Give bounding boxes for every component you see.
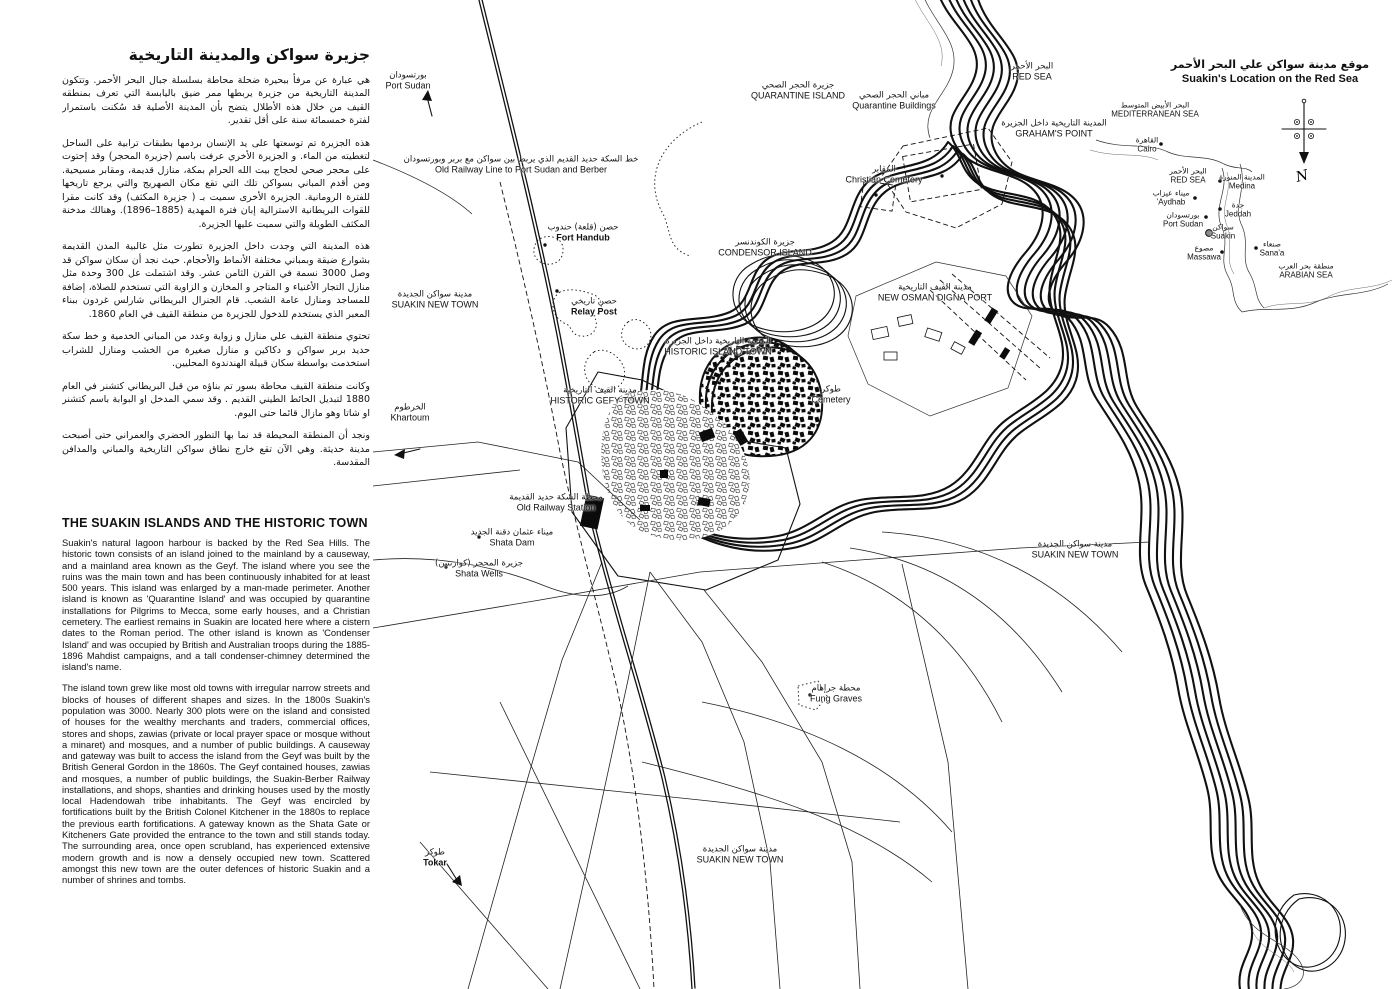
label-arabic: جزيرة الكوندنسر <box>735 237 795 248</box>
english-section <box>62 516 370 895</box>
label-arabic: سواكن <box>1212 222 1234 232</box>
label-english: Old Railway Station <box>516 502 596 513</box>
label-english: Cemetery <box>811 394 851 405</box>
label-english: Jeddah <box>1224 209 1252 219</box>
label-english: Tokar <box>423 857 447 868</box>
fort-handub-shape <box>534 237 563 265</box>
old-railway-station-block <box>580 494 604 529</box>
label-english: Massawa <box>1187 252 1221 262</box>
label-english: Shata Dam <box>489 537 535 548</box>
label-arabic: حصن (قلعة) حندوب <box>547 222 619 233</box>
shata-dam-dot <box>477 535 480 538</box>
arabic-paragraph: وكانت منطقة القيف محاطة بسور تم بناؤه من قبل البريطاني كتشنر في العام 1880 لتبديل الحائط الطيني القديم . وقد سمي المدخل او البوابة باسم كتشنر او شاتا وهو مازال قائما حتى اليوم. <box>62 380 370 419</box>
label-arabic: طوكر <box>425 847 445 858</box>
label-english: Relay Post <box>570 306 618 317</box>
inset-city-dot-suakin <box>1206 230 1213 237</box>
label-english: HISTORIC GEFY TOWN <box>550 395 650 406</box>
osman-digna-port-shape <box>848 262 1050 416</box>
arabic-title: جزيرة سواكن والمدينة التاريخية <box>128 46 370 64</box>
label-english: NEW OSMAN DIGNA PORT <box>877 292 993 303</box>
english-title: THE SUAKIN ISLANDS AND THE HISTORIC TOWN <box>62 516 368 530</box>
arabic-paragraph: تحتوي منطقة القيف علي منازل و زواية وعدد من المباني الخدمية و خط سكة حديد بربر سواكن و دكاكين و منازل صغيرة من الخشب ومنازل للشراب استخدمت بواسطة سكان قبيلة الهندندوة المحليين. <box>62 331 370 370</box>
label-arabic: المقابر <box>872 164 896 175</box>
label-arabic: بورتسودان <box>389 70 427 81</box>
compass-north-letter: N <box>1294 167 1310 186</box>
label-arabic: جزيرة الحجر الصحي <box>761 80 835 91</box>
label-arabic: القاهرة <box>1135 135 1159 145</box>
label-arabic: مباني الحجر الصحي <box>858 90 930 101</box>
label-english: Khartoum <box>390 412 430 423</box>
label-arabic: الخرطوم <box>394 402 426 413</box>
label-english: RED SEA <box>1012 71 1052 82</box>
label-arabic: مصوع <box>1194 243 1214 253</box>
label-arabic: البحر الأحمر <box>1010 61 1054 72</box>
label-arabic: مدينة القيف التاريخية <box>898 282 972 293</box>
label-arabic: محطة جراهام <box>811 683 861 694</box>
shata-wells-dot <box>444 565 447 568</box>
label-english: 'Aydhab <box>1156 197 1186 207</box>
label-arabic: خط السكة حديد القديم الذي يربط بين سواكن مع بربر وبورتسودان <box>403 154 639 165</box>
label-english: Old Railway Line to Port Sudan and Berber <box>434 164 608 175</box>
inset-title <box>1171 58 1369 85</box>
label-arabic: حصن تاريخي <box>571 296 617 307</box>
inset-city-dot-jeddah <box>1218 207 1222 211</box>
arabic-paragraphs <box>62 74 370 470</box>
label-english: Cairo <box>1137 144 1157 154</box>
inset-map <box>1090 99 1392 312</box>
left-text-panel <box>62 46 370 966</box>
arabic-paragraph: هذه الجزيرة تم توسعتها على يد الإنسان بردمها بطبقات ترابية على الساحل لتغطيته من الماء. و الجزيرة الأخري عرفت باسم (جزيرة المحجر) وقد إحتوت على محجر صحي لحجاج بيت الله الحرام بمكة، منازل قديمة، ومقابر مسيحية. ومن أقدم المباني بسواكن تلك التي تقع مكان الصهريج والتي يرجع تاريخها للفترة الرومانية. الجزيرة الأخرى سميت بـ ( جزيرة المكثف) وقد كانت مقرا للقوات البريطانية الاسترالية إبان فترة المهدية (1885–1896). وهنالك مدخنة المكثف الطويلة والتي سميت عليها الجزيرة. <box>62 137 370 230</box>
label-arabic: ميناء عيزاب <box>1152 188 1190 198</box>
label-english: Port Sudan <box>385 80 431 91</box>
label-english: ARABIAN SEA <box>1279 270 1333 280</box>
english-paragraph: Suakin's natural lagoon harbour is backed by the Red Sea Hills. The historic town consists of an island joined to the mainland by a causeway, and a mainland area known as the Geyf. The island where you see the ruins was the main town and has been continuously inhabited for at least 500 years. This island was enlarged by a man-made perimeter. Another island is known as 'Quarantine Island' and was occupied by quarantine installations for Pilgrims to Mecca, some early houses, and a Christian cemetery. The earliest remains in Suakin are located here where a cistern dates to the Roman period. The other island is known as 'Condenser Island' and was occupied by British and Australian troops during the 1885-1896 Mahdist campaigns, and a tall condenser-chimney determined the island's name. <box>62 537 370 673</box>
label-english: Fung Graves <box>809 693 863 704</box>
inset-title-arabic: موقع مدينة سواكن علي البحر الأحمر <box>1170 58 1370 71</box>
label-english: HISTORIC ISLAND TOWN <box>664 346 772 357</box>
label-arabic: محطة السكة حديد القديمة <box>509 492 603 503</box>
label-english: MEDITERRANEAN SEA <box>1111 109 1199 119</box>
label-english: SUAKIN NEW TOWN <box>391 299 479 310</box>
label-arabic: منطقة بحر العرب <box>1278 261 1334 271</box>
arabic-paragraph: هي عبارة عن مرفأ ببحيرة ضحلة محاطة بسلسلة جبال البحر الأحمر. وتتكون المدينة التاريخية من جزيرة يربطها ممر ضيق باليابسة التي تعرف بمنطقه القيف من خلال هذه الأطلال يتضح بأن المدينة الأصلية قد سُكنت باستمرار لفترة خمسمائة سنة على أقل تقدير. <box>62 75 370 127</box>
label-arabic: مدينة سواكن الجديدة <box>397 289 473 300</box>
port-sudan-arrow-icon <box>422 90 432 116</box>
label-english: QUARANTINE ISLAND <box>750 90 846 101</box>
label-english: Sana'a <box>1259 248 1285 258</box>
label-english: Shata Wells <box>455 568 503 579</box>
inset-city-dot-medina <box>1218 179 1222 183</box>
label-arabic: ميناء عثمان دقنة الجديد <box>470 527 554 538</box>
label-arabic: طوكر <box>821 384 841 395</box>
label-arabic: البحر الأحمر <box>1169 166 1207 176</box>
inset-city-dot-massawa <box>1220 250 1224 254</box>
label-english: SUAKIN NEW TOWN <box>1031 549 1119 560</box>
label-english: Suakin <box>1210 231 1236 241</box>
label-arabic: مدينة سواكن الجديدة <box>1037 539 1113 550</box>
label-arabic: المدينة التاريخية داخل الجزيرة <box>1001 118 1107 129</box>
label-arabic: جدة <box>1231 200 1245 210</box>
arabic-paragraph: ونجد أن المنطقة المحيطة قد نما بها التطور الحضري والعمراني حتى أصبحت مدينة حديثة. وهي الآن تقع خارج نطاق سواكن التاريخية والمباني والمدافن المقدسة. <box>62 430 370 469</box>
khartoum-arrow-icon <box>394 449 420 459</box>
arabic-paragraph: هذه المدينة التي وجدت داخل الجزيرة تطورت مثل غالبية المدن القديمة بشوارع ضيقة وبمباني مختلفة الأنماط والأحجام. حيث نجد أن سكان سواكن قد وصل 3000 نسمة في القرن الثامن عشر. وقد اشتملت عل 300 وحدة مثل منازل التجار الأغنياء و المتاجر و المخازن و الزاوية التي تستخدم للصلاة، إضافة للمساجد ومنازل عامة الشعب. قام الجنرال البريطاني شارلس غردون ببناء المعبر الذي يستخدم للدخول للجزيرة من منطقة القيف في العام 1860. <box>62 241 370 320</box>
label-arabic: المدينة التاريخية داخل الجزيرة <box>665 336 771 347</box>
inset-city-dot-sanaa <box>1254 246 1258 250</box>
label-arrows <box>394 90 462 886</box>
inset-title-english: Suakin's Location on the Red Sea <box>1181 73 1359 85</box>
label-english: CONDENSOR ISLAND <box>718 247 812 258</box>
label-arabic: البحر الأبيض المتوسط <box>1120 100 1190 110</box>
inset-city-dot-cairo <box>1159 142 1163 146</box>
english-paragraphs <box>62 537 370 885</box>
label-arabic: مدينة القيف التاريخية <box>563 385 637 396</box>
label-english: GRAHAM'S POINT <box>1015 128 1093 139</box>
fung-graves-shape <box>798 681 827 710</box>
label-english: Quarantine Buildings <box>852 100 936 111</box>
label-english: SUAKIN NEW TOWN <box>696 854 784 865</box>
label-english: RED SEA <box>1170 175 1206 185</box>
label-arabic: المدينة المنورة <box>1219 172 1265 182</box>
label-english: Medina <box>1228 181 1256 191</box>
label-english: Christian Cemetery <box>845 174 923 185</box>
inset-city-dot-inset-port-sudan <box>1204 215 1208 219</box>
inset-city-dot-aydhab <box>1193 196 1197 200</box>
label-arabic: مدينة سواكن الجديدة <box>702 844 778 855</box>
label-arabic: جزيرة المحجر (كوارنتين) <box>435 558 523 569</box>
english-paragraph: The island town grew like most old towns with irregular narrow streets and blocks of houses of different shapes and sizes. In the 1800s Suakin's population was 3000. Nearly 300 plots were on the island and consisted of houses for the wealthy merchants and traders, commercial offices, stores and shops, zawias (private or local prayer space or mosque without a minaret) and mosques, and a number of public buildings. A causeway and gateway was built to access the island from the Geyf was built by the British General Gordon in the 1860s. The Geyf contained houses, zawias and mosques, a number of public buildings, the Suakin-Berber Railway installations, and shops, shanties and drinking houses used by the mostly local Hadendowah tribe inhabitants. The Geyf was encircled by fortifications built by the British Colonel Kitchener in the 1880s to replace the previous earth fortifications. A gateway known as the Shata Gate or Kitcheners Gate provided the entrance to the town and still stands today. The surrounding area, once open scrubland, has experienced extensive modern growth and is now a densely occupied new town. Scattered amongst this new town are the outer defences of historic Suakin and a number of shrines and tombs. <box>62 682 370 886</box>
label-english: Port Sudan <box>1162 219 1204 229</box>
arabic-section <box>62 46 370 516</box>
label-arabic: صنعاء <box>1262 239 1282 249</box>
label-english: Fort Handub <box>556 232 610 243</box>
relay-post-shape <box>553 290 601 336</box>
compass-rose-icon <box>1282 99 1326 186</box>
label-arabic: بورتسودان <box>1166 210 1200 220</box>
